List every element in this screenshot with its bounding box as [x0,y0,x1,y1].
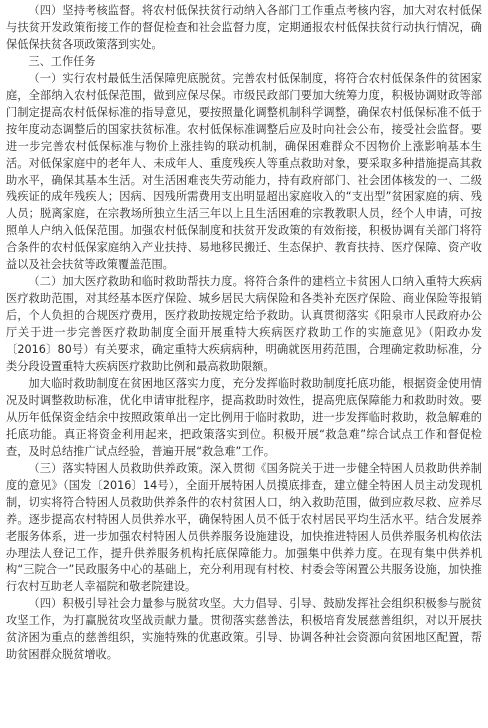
paragraph-task-4: （四）积极引导社会力量参与脱贫攻坚。大力倡导、引导、鼓励发挥社会组织积极参与脱贫攻坚工作，为打赢脱贫攻坚战贡献力量。贯彻落实慈善法，积极培育发展慈善组织，对以开展扶贫济困为重点的慈善组织，实施特殊的优惠政策。引导、协调各种社会资源向贫困地区配置，帮助贫困群众脱贫增收。 [6,597,482,662]
paragraph-task-1: （一）实行农村最低生活保障兜底脱贫。完善农村低保制度，将符合农村低保条件的贫困家庭，全部纳入农村低保范围，做到应保尽保。市级民政部门要加大统筹力度，积极协调财政等部门制定提高农村低保标准的指导意见，要按照量化调整机制科学调整，确保农村低保标准不低于按年度动态调整后的国家扶贫标准。农村低保标准调整后应及时向社会公布，接受社会监督。要进一步完善农村低保标准与物价上涨挂钩的联动机制，确保困难群众不因物价上涨影响基本生活。对低保家庭中的老年人、未成年人、重度残疾人等重点救助对象，要采取多种措施提高其救助水平，确保其基本生活。对生活困难丧失劳动能力，持有政府部门、社会团体核发的一、二级残疾证的成年残疾人；因病、因残所需费用支出明显超出家庭收入的“支出型”贫困家庭的病、残人员；脱离家庭，在宗教场所独立生活三年以上且生活困难的宗教教职人员，经个人申请，可按照单人户纳入低保范围。加强农村低保制度和扶贫开发政策的有效衔接，积极协调有关部门将符合条件的农村低保家庭纳入产业扶持、易地移民搬迁、生态保护、教育扶持、医疗保障、资产收益以及社会扶贫等政策覆盖范围。 [6,71,482,272]
paragraph-task-3: （三）落实特困人员救助供养政策。深入贯彻《国务院关于进一步健全特困人员救助供养制度的意见》（国发〔2016〕14号），全面开展特困人员摸底排查，建立健全特困人员主动发现机制，切实将符合特困人员救助供养条件的农村贫困人口，纳入救助范围，做到应救尽救、应养尽养。逐步提高农村特困人员供养水平，确保特困人员不低于农村居民平均生活水平。结合发展养老服务体系，进一步加强农村特困人员供养服务设施建设，加快推进特困人员供养服务机构依法办理法人登记工作，提升供养服务机构托底保障能力。加强集中供养力度。在现有集中供养机构“三院合一”民政服务中心的基础上，充分利用现有村校、村委会等闲置公共服务设施，加快推行农村互助老人幸福院和敬老院建设。 [6,461,482,594]
paragraph-temporary-aid: 加大临时救助制度在贫困地区落实力度，充分发挥临时救助制度托底功能，根据资金使用情况及时调整救助标准，优化申请审批程序，提高救助时效性，提高兜底保障能力和救助时效。要从历年低保资金结余中按照政策单出一定比例用于临时救助，进一步发挥临时救助，救急解难的托底功能。真正将资金利用起来，把政策落实到位。积极开展“救急难”综合试点工作和督促检查，及时总结推广试点经验，普遍开展“救急难”工作。 [6,376,482,458]
paragraph-task-2: （二）加大医疗救助和临时救助帮扶力度。将符合条件的建档立卡贫困人口纳入重特大疾病医疗救助范围，对其经基本医疗保险、城乡居民大病保险和各类补充医疗保险、商业保险等报销后，个人负担的合规医疗费用，医疗救助按规定给予救助。认真贯彻落实《阳泉市人民政府办公厅关于进一步完善医疗救助制度全面开展重特大疾病医疗救助工作的实施意见》（阳政办发〔2016〕80号）有关要求，确定重特大疾病病种，明确就医用药范围，合理确定救助标准，分类分段设置重特大疾病医疗救助比例和最高救助限额。 [6,275,482,374]
section-heading-tasks: 三、工作任务 [28,54,96,68]
paragraph-supervision: （四）坚持考核监督。将农村低保扶贫行动纳入各部门工作重点考核内容，加大对农村低保与扶贫开发政策衔接工作的督促检查和社会监督力度，定期通报农村低保扶贫行动执行情况，确保低保扶贫各项政策落到实处。 [6,4,482,51]
